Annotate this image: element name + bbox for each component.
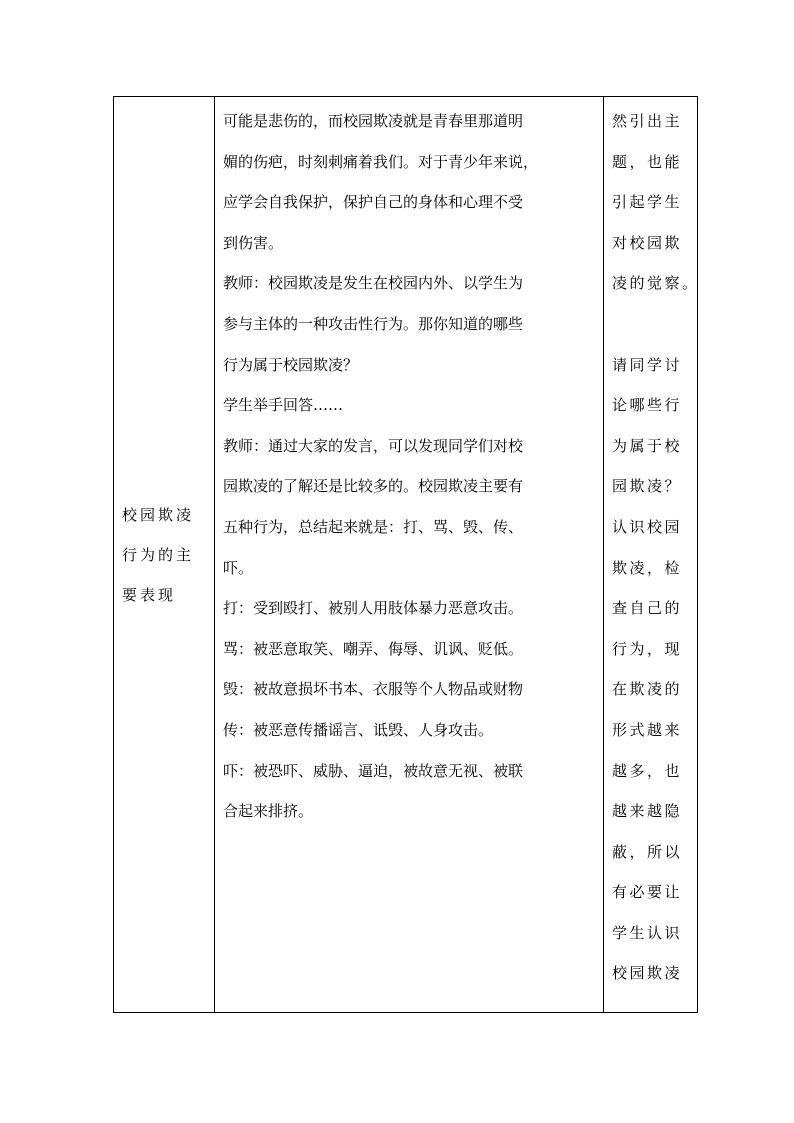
activity-line: 媚的伤疤，时刻刺痛着我们。对于青少年来说，: [223, 152, 539, 171]
stage-line: 行为的主: [122, 545, 195, 564]
activity-line: 毁：被故意损坏书本、衣服等个人物品或财物: [223, 680, 524, 699]
intent-line: 校园欺凌: [612, 964, 683, 983]
intent-line: 蔽，所以: [612, 842, 683, 861]
intent-line: 越多，也: [612, 761, 683, 780]
activity-line: 行为属于校园欺凌？: [223, 355, 359, 374]
activity-line: 传：被恶意传播谣言、诋毁、人身攻击。: [223, 720, 494, 739]
activity-line: 吓。: [223, 558, 254, 577]
intent-line: 引起学生: [612, 193, 683, 212]
activity-line: 五种行为，总结起来就是：打、骂、毁、传、: [223, 517, 524, 536]
activity-line: 应学会自我保护，保护自己的身体和心理不受: [223, 193, 524, 212]
intent-line: 为属于校: [612, 436, 683, 455]
stage-cell: [114, 97, 215, 1013]
intent-spacer: [612, 304, 697, 345]
activity-content: [215, 97, 603, 832]
intent-line: 题，也能: [612, 152, 683, 171]
activity-line: 教师：校园欺凌是发生在校园内外、以学生为: [223, 274, 524, 293]
table-row: [114, 97, 698, 1013]
intent-line: 欺凌，检: [612, 558, 683, 577]
activity-line: 园欺凌的了解还是比较多的。校园欺凌主要有: [223, 477, 524, 496]
intent-line: 学生认识: [612, 923, 683, 942]
stage-label: [114, 495, 214, 615]
intent-cell: [604, 97, 698, 1013]
intent-line: 在欺凌的: [612, 680, 683, 699]
intent-line: 有必要让: [612, 883, 683, 902]
intent-line: 然引出主: [612, 112, 683, 130]
activity-cell: [215, 97, 604, 1013]
intent-line: 行为，现: [612, 639, 683, 658]
intent-content: [604, 97, 700, 994]
intent-line: 对校园欺: [612, 233, 683, 252]
intent-line: 园欺凌？: [612, 477, 683, 496]
stage-line: 校园欺凌: [122, 505, 195, 524]
intent-line: 论哪些行: [612, 396, 683, 415]
activity-line: 到伤害。: [223, 233, 284, 252]
stage-line: 要表现: [122, 585, 177, 604]
activity-line: 吓：被恐吓、威胁、逼迫，被故意无视、被联: [223, 761, 524, 780]
activity-line: 可能是悲伤的，而校园欺凌就是青春里那道明: [223, 112, 524, 130]
intent-line: 查自己的: [612, 599, 683, 618]
intent-line: 请同学讨: [612, 355, 683, 374]
activity-line: 打：受到殴打、被别人用肢体暴力恶意攻击。: [223, 599, 524, 618]
activity-line: 参与主体的一种攻击性行为。那你知道的哪些: [223, 314, 524, 333]
intent-line: 凌的觉察。: [612, 274, 700, 293]
intent-line: 认识校园: [612, 517, 683, 536]
intent-line: 形式越来: [612, 720, 683, 739]
activity-line: 学生举手回答……: [223, 396, 344, 415]
activity-line: 骂：被恶意取笑、嘲弄、侮辱、讥讽、贬低。: [223, 639, 524, 658]
lesson-plan-table: [113, 96, 698, 1013]
activity-line: 教师：通过大家的发言，可以发现同学们对校: [223, 436, 524, 455]
intent-line: 越来越隐: [612, 802, 683, 821]
activity-line: 合起来排挤。: [223, 802, 314, 821]
